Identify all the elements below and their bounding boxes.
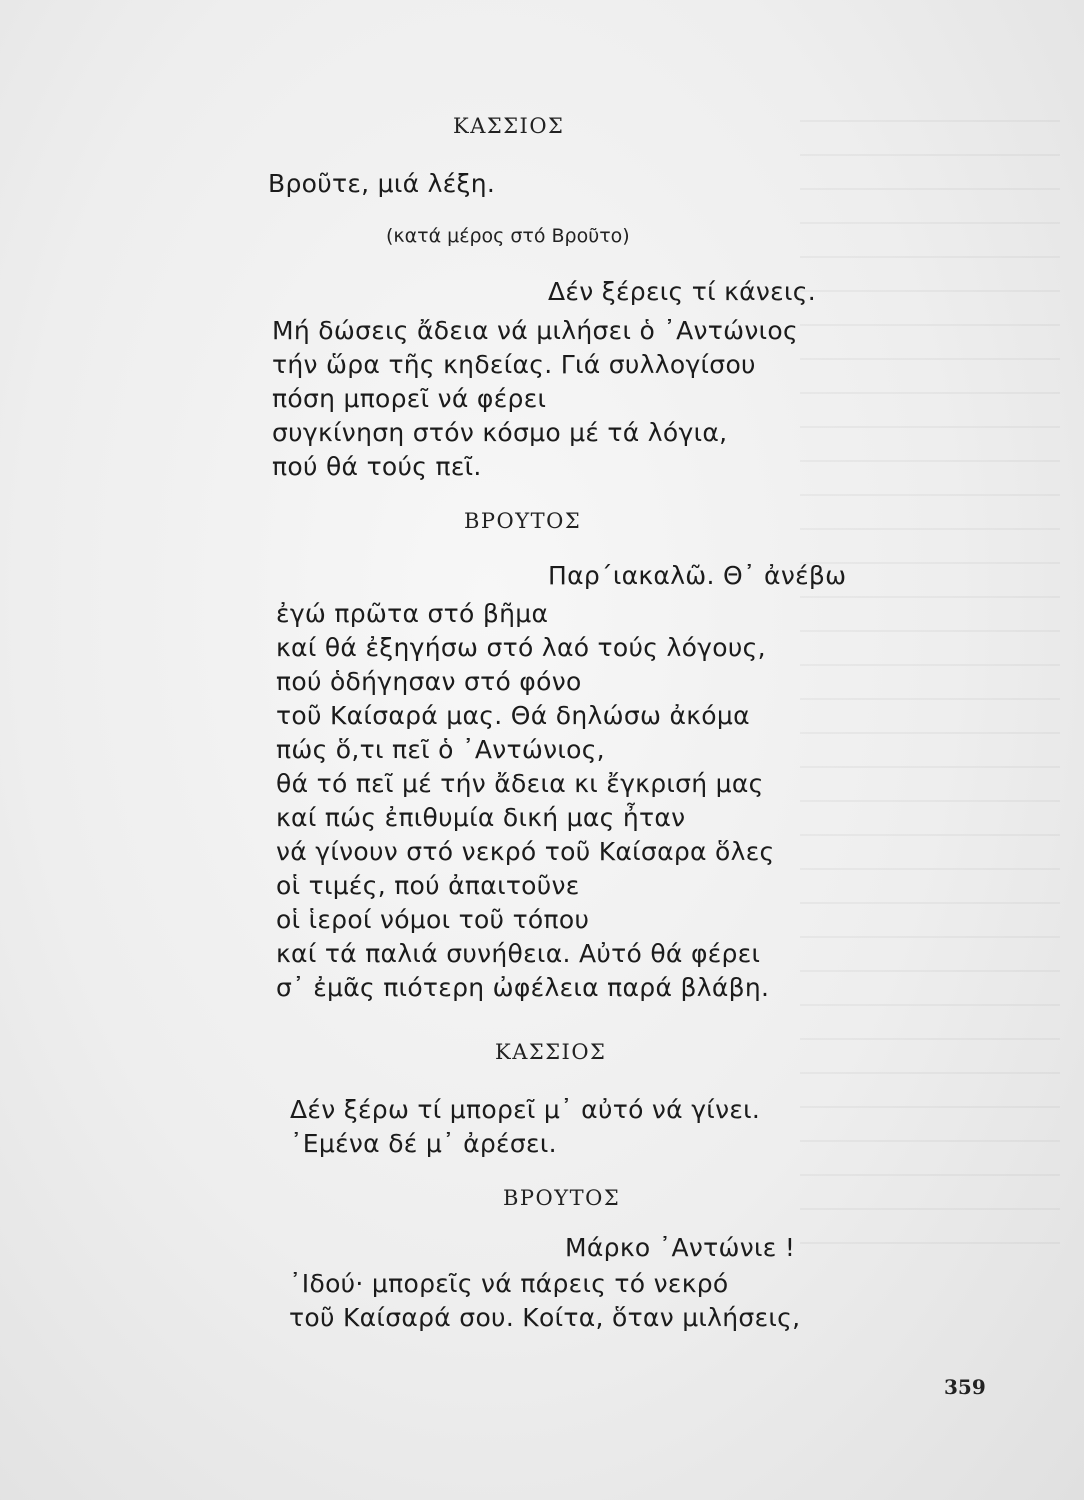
verse-line: ᾿Ιδού· μπορεῖς νά πάρεις τό νεκρό bbox=[289, 1269, 729, 1298]
speaker-brutus: ΒΡΟΥΤΟΣ bbox=[464, 509, 582, 533]
page-number: 359 bbox=[944, 1375, 986, 1399]
verse-line: Μάρκο ᾿Αντώνιε ! bbox=[565, 1233, 796, 1262]
verse-line: οἱ τιμές, πού ἀπαιτοῦνε bbox=[276, 871, 580, 900]
verse-line: Δέν ξέρω τί μπορεῖ μ᾿ αὐτό νά γίνει. bbox=[290, 1095, 761, 1124]
verse-line: Παρ΄ιακαλῶ. Θ᾿ ἀνέβω bbox=[548, 561, 847, 590]
verse-line: Μή δώσεις ἄδεια νά μιλήσει ὁ ᾿Αντώνιος bbox=[272, 316, 798, 345]
verse-line: πόση μπορεῖ νά φέρει bbox=[272, 384, 547, 413]
verse-line: συγκίνηση στόν κόσμο μέ τά λόγια, bbox=[272, 418, 728, 447]
verse-line: τήν ὥρα τῆς κηδείας. Γιά συλλογίσου bbox=[272, 350, 756, 379]
verse-line: Δέν ξέρεις τί κάνεις. bbox=[548, 277, 816, 306]
verse-line: καί θά ἐξηγήσω στό λαό τούς λόγους, bbox=[276, 633, 766, 662]
verse-line: οἱ ἱεροί νόμοι τοῦ τόπου bbox=[276, 905, 590, 934]
verse-line: ἐγώ πρῶτα στό βῆμα bbox=[276, 599, 549, 628]
speaker-cassius: ΚΑΣΣΙΟΣ bbox=[453, 114, 565, 138]
verse-line: πού θά τούς πεῖ. bbox=[272, 452, 482, 481]
verse-line: πώς ὅ,τι πεῖ ὁ ᾿Αντώνιος, bbox=[276, 735, 605, 764]
stage-direction: (κατά μέρος στό Βροῦτο) bbox=[386, 225, 630, 247]
verse-line: νά γίνουν στό νεκρό τοῦ Καίσαρα ὅλες bbox=[276, 837, 775, 866]
verse-line: τοῦ Καίσαρά μας. Θά δηλώσω ἀκόμα bbox=[276, 701, 750, 730]
verse-line: καί τά παλιά συνήθεια. Αὐτό θά φέρει bbox=[276, 939, 761, 968]
verse-line: καί πώς ἐπιθυμία δική μας ἦταν bbox=[276, 803, 686, 832]
verse-line: Βροῦτε, μιά λέξη. bbox=[268, 169, 496, 198]
verse-line: ᾿Εμένα δέ μ᾿ ἀρέσει. bbox=[290, 1129, 557, 1158]
speaker-brutus: ΒΡΟΥΤΟΣ bbox=[503, 1186, 621, 1210]
bleed-through-text bbox=[800, 120, 1060, 1270]
verse-line: πού ὁδήγησαν στό φόνο bbox=[276, 667, 582, 696]
verse-line: σ᾿ ἐμᾶς πιότερη ὠφέλεια παρά βλάβη. bbox=[276, 973, 770, 1002]
verse-line: θά τό πεῖ μέ τήν ἄδεια κι ἔγκρισή μας bbox=[276, 769, 764, 798]
verse-line: τοῦ Καίσαρά σου. Κοίτα, ὅταν μιλήσεις, bbox=[289, 1303, 801, 1332]
speaker-cassius: ΚΑΣΣΙΟΣ bbox=[495, 1040, 607, 1064]
